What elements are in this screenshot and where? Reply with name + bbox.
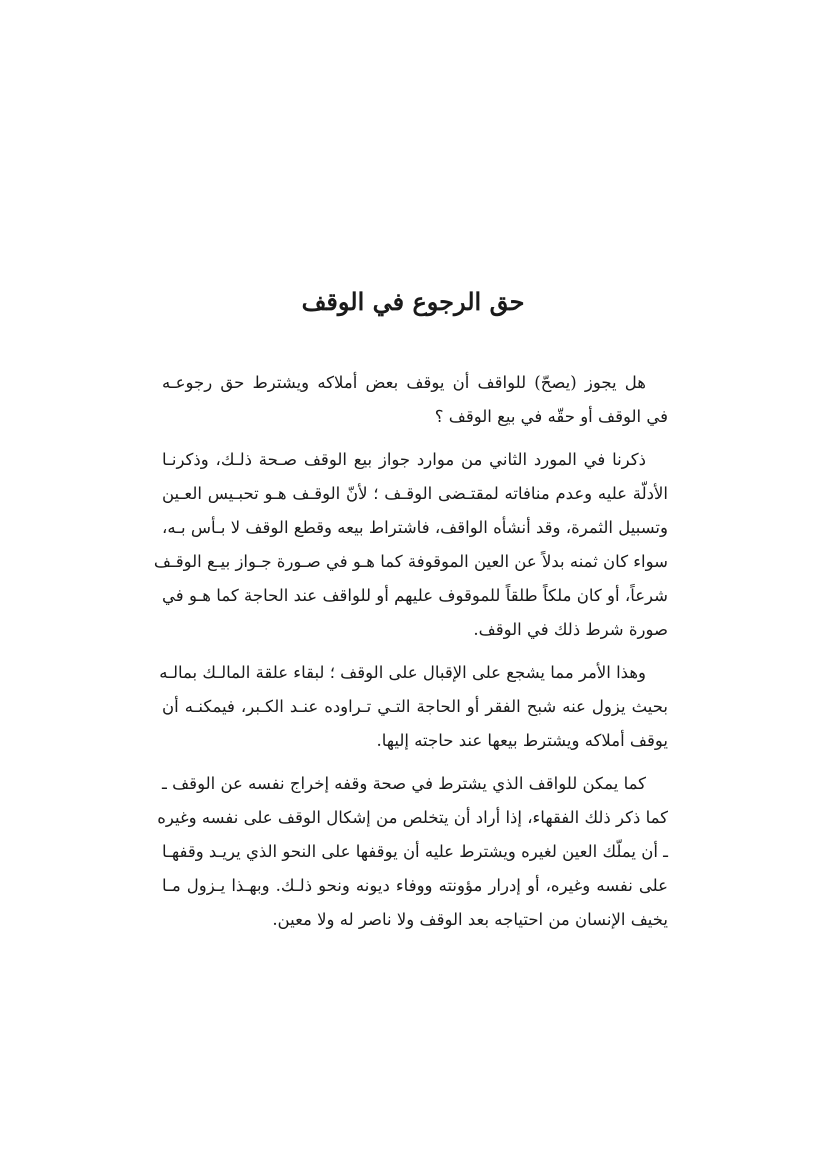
text-line: ذكرنا في المورد الثاني من موارد جواز بيع الوقف صـحة ذلـك، وذكرنـا	[162, 450, 646, 469]
text-line: هل يجوز (يصحّ) للواقف أن يوقف بعض أملاكه ويشترط حق رجوعـه	[162, 373, 646, 392]
text-line: وتسبيل الثمرة، وقد أنشأه الواقف، فاشتراط بيعه وقطع الوقف لا بـأس بـه،	[162, 518, 668, 537]
text-line: الأدلّة عليه وعدم منافاته لمقتـضى الوقـف ؛ لأنّ الوقـف هـو تحبـيس العـين	[162, 484, 668, 503]
text-line: يخيف الإنسان من احتياجه بعد الوقف ولا ناصر له ولا معين.	[272, 910, 668, 929]
text-line: يوقف أملاكه ويشترط بيعها عند حاجته إليها.	[376, 731, 668, 750]
page-title: حق الرجوع في الوقف	[301, 287, 525, 316]
body-text	[153, 366, 668, 946]
text-line: على نفسه وغيره، أو إدرار مؤونته ووفاء ديونه ونحو ذلـك. وبهـذا يـزول مـا	[162, 876, 668, 895]
text-line: ـ أن يملّك العين لغيره ويشترط عليه أن يوقفها على النحو الذي يريـد وقفهـا	[162, 842, 668, 861]
text-line: سواء كان ثمنه بدلاً عن العين الموقوفة كما هـو في صـورة جـواز بيـع الوقـف	[153, 552, 668, 571]
text-line: كما يمكن للواقف الذي يشترط في صحة وقفه إخراج نفسه عن الوقف ـ	[162, 774, 646, 793]
paragraph-1	[162, 366, 668, 434]
text-line: بحيث يزول عنه شبح الفقر أو الحاجة التـي تـراوده عنـد الكـبر، فيمكنـه أن	[162, 697, 668, 716]
text-line: في الوقف أو حقّه في بيع الوقف ؟	[434, 407, 668, 426]
paragraph-2	[153, 443, 668, 647]
text-line: وهذا الأمر مما يشجع على الإقبال على الوقف ؛ لبقاء علقة المالـك بمالـه	[159, 663, 646, 682]
text-line: صورة شرط ذلك في الوقف.	[473, 620, 668, 639]
paragraph-3	[159, 656, 668, 758]
paragraph-4	[157, 767, 668, 937]
text-line: شرعاً، أو كان ملكاً طلقاً للموقوف عليهم أو للواقف عند الحاجة كما هـو في	[162, 586, 668, 605]
text-line: كما ذكر ذلك الفقهاء، إذا أراد أن يتخلص من إشكال الوقف على نفسه وغيره	[157, 808, 668, 827]
